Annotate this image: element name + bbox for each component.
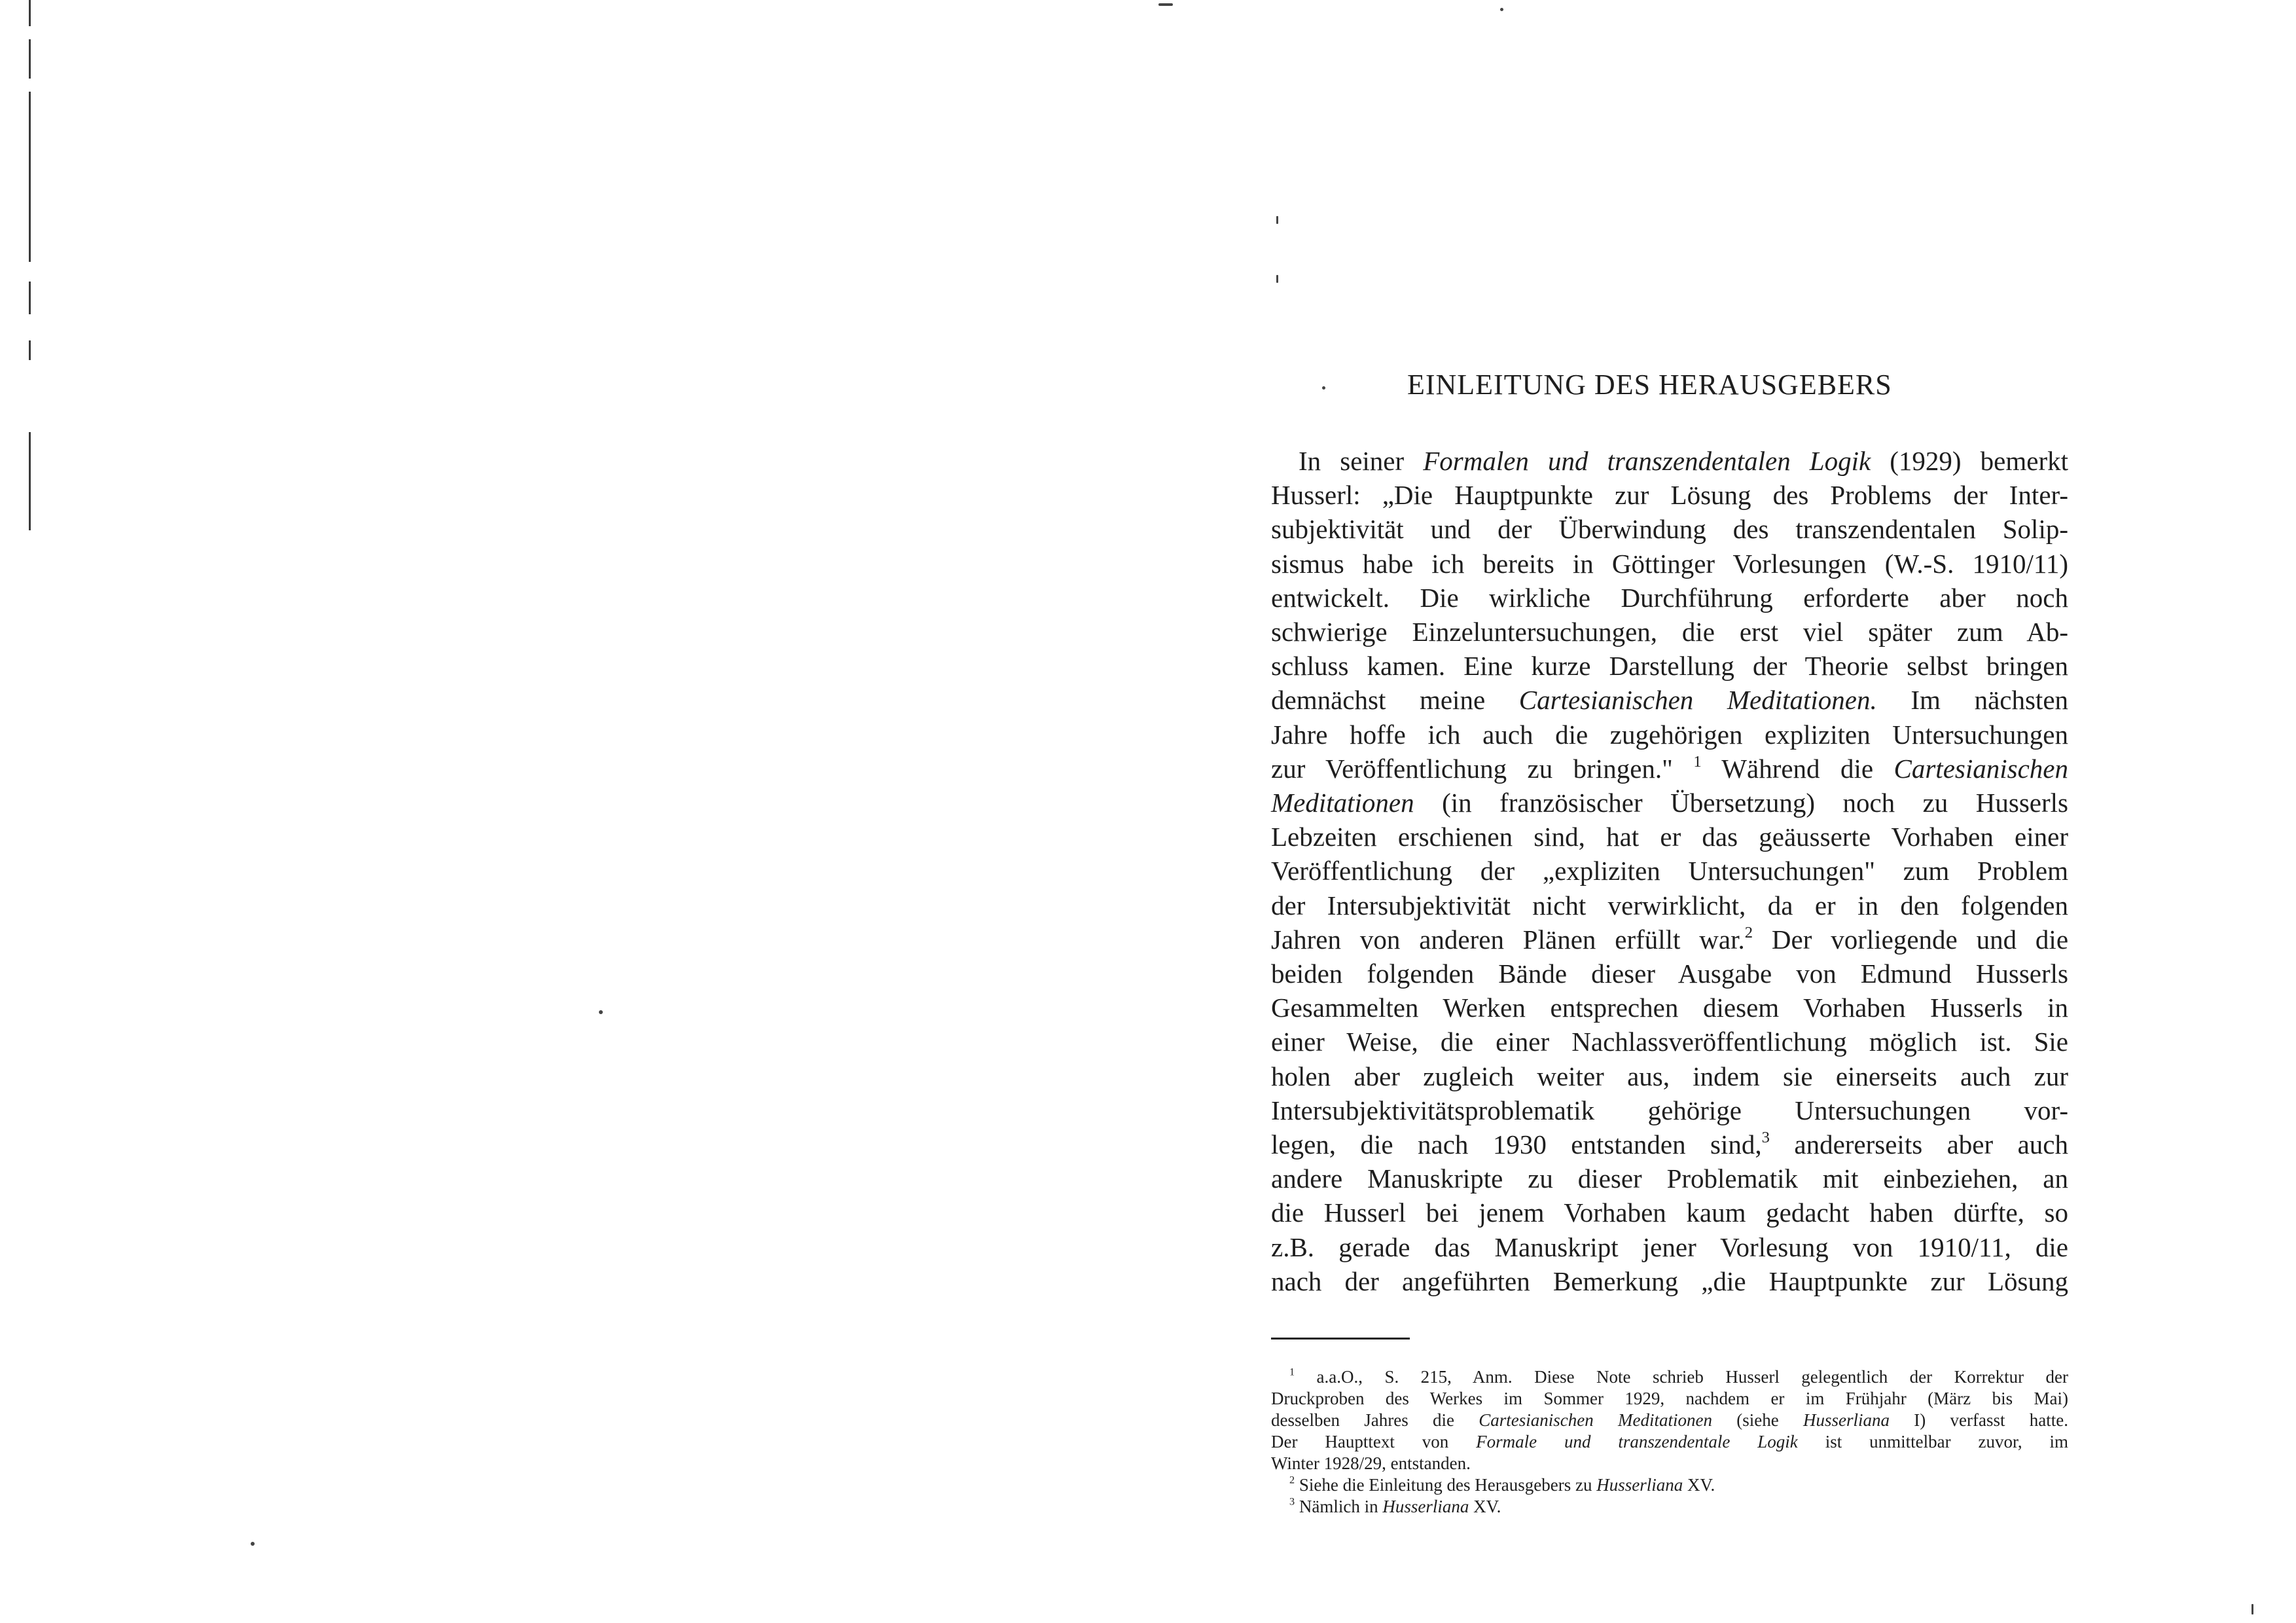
italic-title: Formalen und transzendentalen Logik bbox=[1423, 446, 1871, 476]
footnote-text-run: Siehe die Einleitung des Herausgebers zu bbox=[1295, 1475, 1597, 1495]
binding-edge-mark bbox=[29, 0, 31, 26]
footnote-line bbox=[1271, 1388, 2068, 1409]
binding-edge-mark bbox=[29, 340, 31, 360]
footnote-line bbox=[1289, 1496, 2068, 1517]
body-line bbox=[1271, 581, 2068, 615]
footnote-text-run: XV. bbox=[1683, 1475, 1715, 1495]
body-text-run: Jahre hoffe ich auch die zugehörigen expliziten Untersuchungen bbox=[1271, 719, 2068, 750]
body-line bbox=[1271, 1230, 2068, 1264]
body-text-run: z.B. gerade das Manuskript jener Vorlesung von 1910/11, die bbox=[1271, 1231, 2068, 1262]
italic-title: Formale und transzendentale Logik bbox=[1476, 1432, 1798, 1451]
italic-title: Husserliana bbox=[1803, 1410, 1890, 1430]
body-line bbox=[1299, 444, 2068, 478]
italic-title: Husserliana bbox=[1382, 1497, 1469, 1516]
body-text-run: schwierige Einzeluntersuchungen, die erst viel später zum Ab- bbox=[1271, 617, 2068, 647]
body-text-run: andererseits aber auch bbox=[1769, 1129, 2068, 1159]
footnote-marker: 3 bbox=[1761, 1128, 1770, 1146]
body-line bbox=[1271, 854, 2068, 888]
body-line bbox=[1271, 718, 2068, 752]
footnote-number: 3 bbox=[1289, 1495, 1295, 1508]
body-text-run: Jahren von anderen Plänen erfüllt war. bbox=[1271, 924, 1745, 955]
footnote-text-run: Der Haupttext von bbox=[1271, 1432, 1477, 1451]
body-line bbox=[1271, 888, 2068, 922]
scan-speck bbox=[599, 1010, 603, 1014]
body-text-run: Gesammelten Werken entsprechen diesem Vorhaben Husserls in bbox=[1271, 993, 2068, 1023]
body-line bbox=[1271, 752, 2068, 786]
binding-edge-mark bbox=[29, 282, 31, 314]
body-text-run: entwickelt. Die wirkliche Durchführung erforderte aber noch bbox=[1271, 582, 2068, 613]
body-text-run: Während die bbox=[1701, 753, 1894, 784]
body-text-run: Im nächsten bbox=[1876, 685, 2069, 716]
body-text-run: nach der angeführten Bemerkung „die Hauptpunkte zur Lösung bbox=[1271, 1266, 2068, 1296]
italic-title: Meditationen bbox=[1271, 788, 1414, 818]
footnote-text-run: XV. bbox=[1469, 1497, 1501, 1516]
body-text-run: (1929) bemerkt bbox=[1871, 446, 2068, 476]
body-line bbox=[1271, 649, 2068, 683]
body-text-run: beiden folgenden Bände dieser Ausgabe von Edmund Husserls bbox=[1271, 958, 2068, 989]
body-text-run: einer Weise, die einer Nachlassveröffentlichung möglich ist. Sie bbox=[1271, 1027, 2068, 1057]
body-line bbox=[1271, 1161, 2068, 1195]
body-text-run: sismus habe ich bereits in Göttinger Vorlesungen (W.-S. 1910/11) bbox=[1271, 548, 2068, 579]
body-line bbox=[1271, 1025, 2068, 1059]
binding-edge-mark bbox=[29, 92, 31, 262]
page-heading: EINLEITUNG DES HERAUSGEBERS bbox=[1407, 369, 1892, 401]
body-line bbox=[1271, 1195, 2068, 1230]
body-text-run: In seiner bbox=[1299, 446, 1424, 476]
body-line bbox=[1271, 820, 2068, 854]
body-line bbox=[1271, 1059, 2068, 1093]
body-text-run: (in französischer Übersetzung) noch zu Husserls bbox=[1414, 788, 2068, 818]
footnote-text-run: I) verfasst hatte. bbox=[1890, 1410, 2069, 1430]
body-text-run: zur Veröffentlichung zu bringen." bbox=[1271, 753, 1694, 784]
footnote-text-run: (siehe bbox=[1712, 1410, 1803, 1430]
body-text-run: Veröffentlichung der „expliziten Untersuchungen" zum Problem bbox=[1271, 856, 2068, 886]
body-text-run: subjektivität und der Überwindung des transzendentalen Solip- bbox=[1271, 514, 2068, 545]
body-text-run: Husserl: „Die Hauptpunkte zur Lösung des Problems der Inter- bbox=[1271, 480, 2068, 511]
scan-speck bbox=[1158, 3, 1173, 6]
footnote-text-run: desselben Jahres die bbox=[1271, 1410, 1479, 1430]
footnote-line bbox=[1271, 1453, 2068, 1474]
scan-speck bbox=[1276, 275, 1278, 283]
body-text-run: Intersubjektivitätsproblematik gehörige Untersuchungen vor- bbox=[1271, 1095, 2068, 1125]
scan-speck bbox=[1322, 386, 1325, 390]
body-text-run: die Husserl bei jenem Vorhaben kaum gedacht haben dürfte, so bbox=[1271, 1197, 2068, 1228]
footnote-text-run: Druckproben des Werkes im Sommer 1929, nachdem er im Frühjahr (März bis Mai) bbox=[1271, 1389, 2068, 1408]
footnote-line bbox=[1289, 1474, 2068, 1495]
body-line bbox=[1271, 512, 2068, 546]
footnote-text-run: a.a.O., S. 215, Anm. Diese Note schrieb Husserl gelegentlich der Korrektur der bbox=[1295, 1367, 2068, 1387]
body-text-run: andere Manuskripte zu dieser Problematik mit einbeziehen, an bbox=[1271, 1163, 2068, 1194]
body-line bbox=[1271, 786, 2068, 820]
body-line bbox=[1271, 957, 2068, 991]
italic-title: Husserliana bbox=[1596, 1475, 1683, 1495]
body-text-run: Lebzeiten erschienen sind, hat er das geäusserte Vorhaben einer bbox=[1271, 822, 2068, 852]
binding-edge-mark bbox=[29, 432, 31, 530]
footnote-marker: 1 bbox=[1693, 752, 1702, 771]
body-text-run: demnächst meine bbox=[1271, 685, 1519, 716]
footnote-line bbox=[1271, 1431, 2068, 1452]
footnote-text-run: Winter 1928/29, entstanden. bbox=[1271, 1453, 1471, 1473]
italic-title: Cartesianischen Meditationen. bbox=[1518, 685, 1877, 716]
italic-title: Cartesianischen bbox=[1893, 753, 2068, 784]
footnote-text-run: ist unmittelbar zuvor, im bbox=[1797, 1432, 2069, 1451]
body-line bbox=[1271, 478, 2068, 512]
footnote-line bbox=[1271, 1410, 2068, 1431]
footnote-text-run: Nämlich in bbox=[1295, 1497, 1383, 1516]
body-line bbox=[1271, 1127, 2068, 1161]
body-text-run: schluss kamen. Eine kurze Darstellung der Theorie selbst bringen bbox=[1271, 651, 2068, 682]
body-line bbox=[1271, 1093, 2068, 1127]
body-text-run: Der vorliegende und die bbox=[1753, 924, 2069, 955]
scan-speck bbox=[1276, 216, 1278, 224]
body-text-run: der Intersubjektivität nicht verwirklicht, da er in den folgenden bbox=[1271, 890, 2068, 921]
footnote-marker: 2 bbox=[1744, 923, 1753, 941]
footnote-rule bbox=[1271, 1338, 1410, 1340]
body-line bbox=[1271, 615, 2068, 649]
scan-speck bbox=[1500, 8, 1503, 11]
footnote-number: 2 bbox=[1289, 1474, 1295, 1486]
scan-speck bbox=[251, 1542, 255, 1546]
footnote-number: 1 bbox=[1289, 1366, 1295, 1378]
body-text-run: legen, die nach 1930 entstanden sind, bbox=[1271, 1129, 1762, 1159]
body-line bbox=[1271, 991, 2068, 1025]
body-line bbox=[1271, 922, 2068, 957]
body-line bbox=[1271, 547, 2068, 581]
body-text-run: holen aber zugleich weiter aus, indem sie einerseits auch zur bbox=[1271, 1061, 2068, 1091]
scan-speck bbox=[2251, 1604, 2253, 1614]
body-line bbox=[1271, 683, 2068, 717]
footnote-line bbox=[1289, 1366, 2068, 1387]
italic-title: Cartesianischen Meditationen bbox=[1479, 1410, 1712, 1430]
body-line bbox=[1271, 1264, 2068, 1298]
binding-edge-mark bbox=[29, 39, 31, 79]
